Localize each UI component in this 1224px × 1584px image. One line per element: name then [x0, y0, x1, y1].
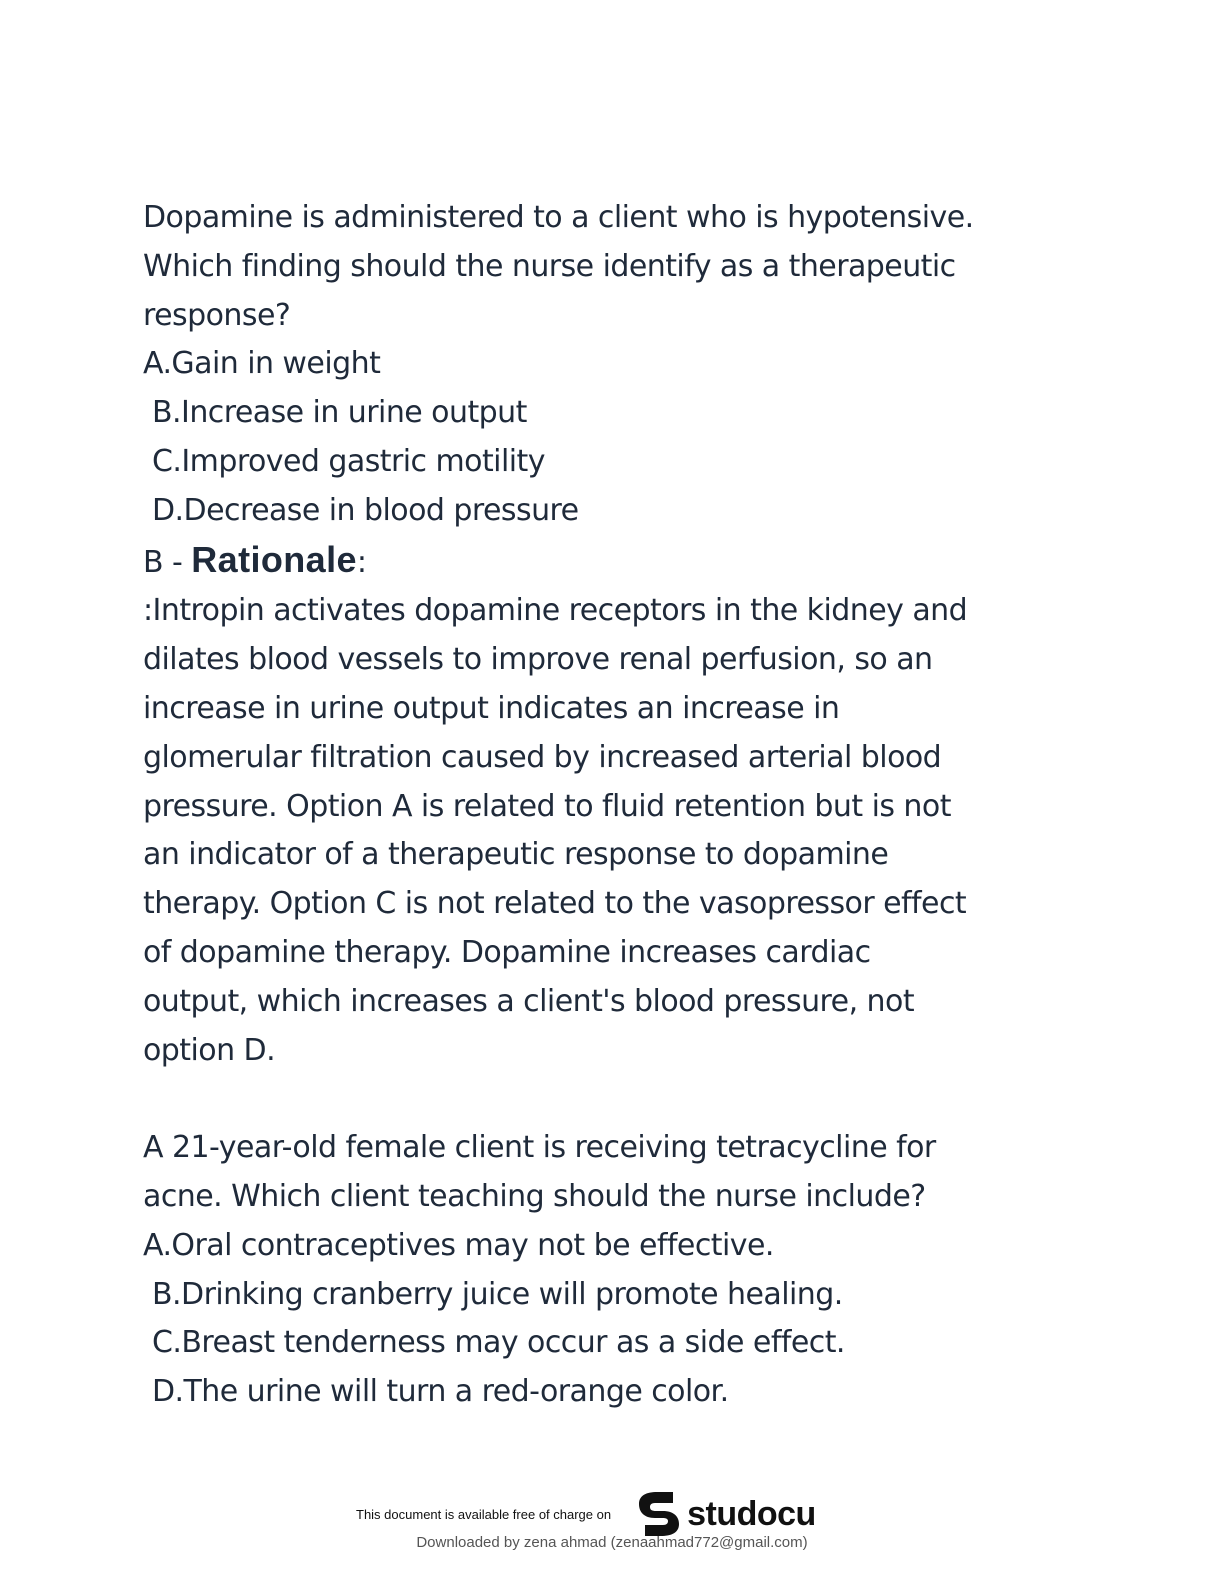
- rationale-line-6: an indicator of a therapeutic response to dopamine: [143, 837, 889, 873]
- rationale-line-7: therapy. Option C is not related to the vasopressor effect: [143, 886, 967, 922]
- question-1-option-a: A.Gain in weight: [143, 346, 381, 382]
- question-1-option-c: C.Improved gastric motility: [152, 443, 545, 479]
- question-1: [143, 194, 1103, 1075]
- rationale-line-1: :Intropin activates dopamine receptors in the kidney and: [143, 593, 968, 629]
- answer-line: [143, 536, 1103, 588]
- rationale-line-4: glomerular filtration caused by increased arterial blood: [143, 739, 942, 775]
- question-1-stem-line-1: Dopamine is administered to a client who is hypotensive.: [143, 200, 974, 235]
- footer-notice-text: This document is available free of charge on: [356, 1506, 612, 1522]
- question-2-stem-line-1: A 21-year-old female client is receiving tetracycline for: [143, 1130, 936, 1166]
- question-1-stem-line-2: Which finding should the nurse identify as a therapeutic: [143, 248, 956, 284]
- answer-prefix: B -: [143, 544, 192, 580]
- rationale-line-5: pressure. Option A is related to fluid retention but is not: [143, 788, 951, 824]
- question-1-stem-line-3: response?: [143, 297, 291, 333]
- question-2-stem-line-2: acne. Which client teaching should the nurse include?: [143, 1178, 926, 1214]
- rationale-line-8: of dopamine therapy. Dopamine increases cardiac: [143, 934, 871, 970]
- question-2: [143, 1124, 1103, 1417]
- rationale-line-10: option D.: [143, 1032, 276, 1068]
- question-2-option-a: A.Oral contraceptives may not be effective.: [143, 1227, 774, 1263]
- question-2-option-d: D.The urine will turn a red-orange color.: [152, 1374, 729, 1410]
- document-body: [143, 194, 1103, 1417]
- question-1-option-b: B.Increase in urine output: [152, 395, 527, 431]
- rationale-line-2: dilates blood vessels to improve renal perfusion, so an: [143, 642, 933, 678]
- paragraph-spacer: [143, 1075, 1103, 1124]
- rationale-line-3: increase in urine output indicates an increase in: [143, 690, 840, 726]
- studocu-brand-name[interactable]: studocu: [687, 1494, 816, 1533]
- question-1-option-d: D.Decrease in blood pressure: [152, 492, 579, 528]
- rationale-heading: Rationale: [191, 538, 357, 580]
- question-2-option-b: B.Drinking cranberry juice will promote healing.: [152, 1276, 843, 1312]
- studocu-logo-icon[interactable]: [633, 1490, 683, 1538]
- question-2-option-c: C.Breast tenderness may occur as a side effect.: [152, 1325, 845, 1361]
- downloaded-by-text: Downloaded by zena ahmad (zenaahmad772@gmail.com): [416, 1534, 808, 1551]
- rationale-colon: :: [356, 544, 367, 580]
- studocu-footer: [356, 1492, 876, 1536]
- rationale-line-9: output, which increases a client's blood pressure, not: [143, 983, 915, 1019]
